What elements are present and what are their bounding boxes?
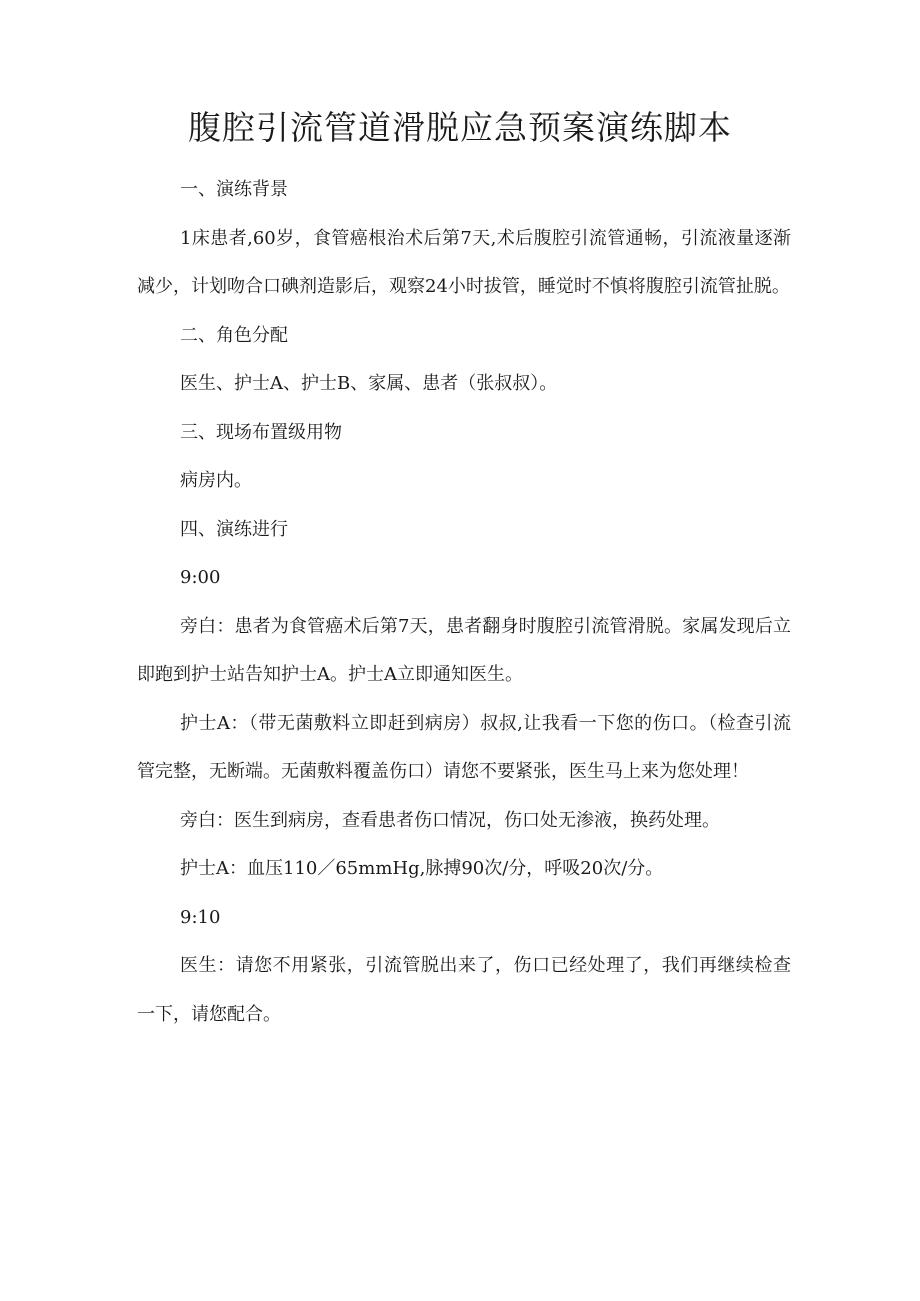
timestamp: 9:10 <box>180 906 221 928</box>
section-heading-setup: 三、现场布置级用物 <box>180 421 342 443</box>
dialogue-paragraph: 医生：请您不用紧张，引流管脱出来了，伤口已经处理了，我们再继续检查一下，请您配合。 <box>137 955 791 1025</box>
timestamp: 9:00 <box>180 567 221 588</box>
document-body <box>137 166 791 1039</box>
section-heading-background: 一、演练背景 <box>180 179 288 200</box>
section-heading-drill: 四、演练进行 <box>180 518 288 540</box>
background-paragraph: 1床患者,60岁，食管癌根治术后第7天,术后腹腔引流管通畅，引流液量逐渐减少，计划吻合口碘剂造影后，观察24小时拔管，睡觉时不慎将腹腔引流管扯脱。 <box>137 227 791 297</box>
setup-paragraph: 病房内。 <box>180 470 252 491</box>
dialogue-paragraph: 护士A：（带无菌敷料立即赶到病房）叔叔,让我看一下您的伤口。（检查引流管完整，无断端。无菌敷料覆盖伤口）请您不要紧张，医生马上来为您处理！ <box>137 712 791 782</box>
section-heading-roles: 二、角色分配 <box>180 324 288 346</box>
document-title: 腹腔引流管道滑脱应急预案演练脚本 <box>188 108 732 147</box>
roles-paragraph: 医生、护士A、护士B、家属、患者（张叔叔）。 <box>180 373 558 394</box>
narration-paragraph: 旁白：患者为食管癌术后第7天，患者翻身时腹腔引流管滑脱。家属发现后立即跑到护士站告知护士A。护士A立即通知医生。 <box>137 615 791 685</box>
narration-paragraph: 旁白：医生到病房，查看患者伤口情况，伤口处无渗液，换药处理。 <box>180 809 720 831</box>
dialogue-paragraph: 护士A：血压110／65mmHg,脉搏90次/分，呼吸20次/分。 <box>180 858 664 879</box>
